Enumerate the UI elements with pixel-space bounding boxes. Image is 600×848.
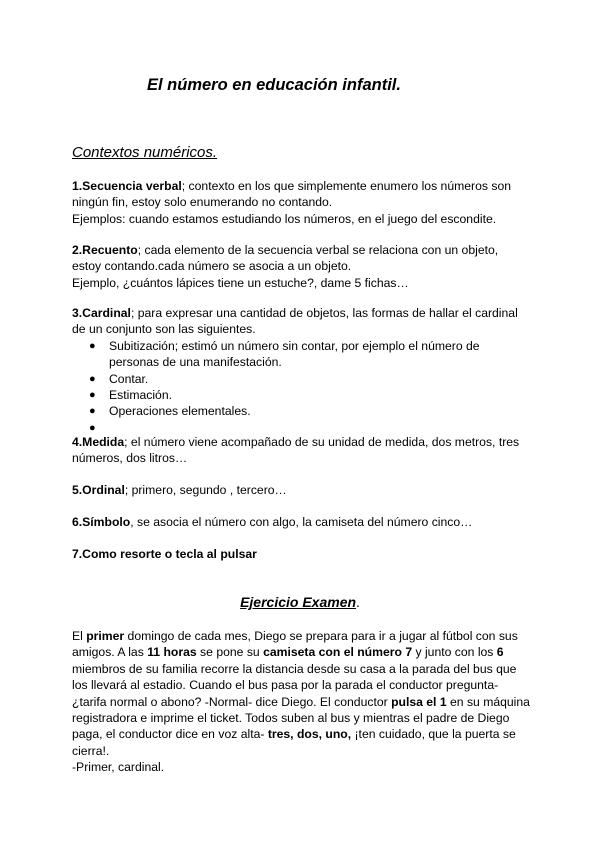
context-text: ; para expresar una cantidad de objetos, las formas de hallar el cardinal <box>130 306 518 320</box>
context-heading: 7.Como resorte o tecla al pulsar <box>72 547 257 561</box>
exercise-answer: -Primer, cardinal. <box>72 760 165 775</box>
text-span: Contar. <box>109 371 149 386</box>
context-example: Ejemplos: cuando estamos estudiando los números, en el juego del escondite. <box>72 211 497 226</box>
cardinal-bullet-list <box>72 338 532 436</box>
text-span: y junto con los <box>412 645 497 660</box>
bullet-icon: ● <box>89 405 96 418</box>
text-span: Ejercicio Examen <box>240 594 357 610</box>
context-text: ; cada elemento de la secuencia verbal se relaciona con un objeto, <box>137 243 499 257</box>
context-heading: 3.Cardinal <box>72 306 131 320</box>
context-text: ningún fin, estoy solo enumerando no contando. <box>72 195 333 210</box>
context-text: , se asocia el número con algo, la camiseta del número cinco… <box>130 515 473 529</box>
text-span: 11 horas <box>147 645 197 660</box>
text-span: pulsa el 1 <box>391 694 447 709</box>
text-span: cierra!. <box>72 743 110 758</box>
bullet-icon: ● <box>89 372 96 385</box>
bullet-icon: ● <box>89 389 96 402</box>
context-heading: 6.Símbolo <box>72 515 131 529</box>
text-span: registradora e imprime el ticket. Todos suben al bus y mientras el padre de Diego <box>72 711 510 726</box>
text-span: ¡ten cuidado, que la puerta se <box>351 727 516 742</box>
context-recuento <box>72 242 532 291</box>
text-span: camiseta con el número 7 <box>263 645 413 660</box>
exercise-paragraph <box>72 628 532 776</box>
text-span: Operaciones elementales. <box>109 404 251 419</box>
text-span: los llevará al estadio. Cuando el bus pasa por la parada el conductor pregunta- <box>72 678 499 693</box>
text-span: . <box>356 594 360 610</box>
document-title: El número en educación infantil. <box>147 76 401 94</box>
context-simbolo <box>72 514 532 530</box>
context-example: Ejemplo, ¿cuántos lápices tiene un estuche?, dame 5 fichas… <box>72 275 409 290</box>
context-text: números, dos litros… <box>72 451 188 466</box>
context-heading: 4.Medida <box>72 435 125 449</box>
list-item-continuation <box>72 354 532 370</box>
text-span: miembros de su familia recorre la distancia desde su casa a la parada del bus que <box>72 661 517 676</box>
list-item <box>72 338 532 354</box>
text-span: paga, el conductor dice en voz alta- <box>72 727 268 742</box>
text-span: personas de una manifestación. <box>109 355 282 370</box>
context-text: ; primero, segundo , tercero… <box>124 483 287 497</box>
text-span: amigos. A las <box>72 645 148 660</box>
context-heading: 5.Ordinal <box>72 483 125 497</box>
list-item <box>72 387 532 403</box>
context-cardinal <box>72 305 532 436</box>
context-text: estoy contando.cada número se asocia a un objeto. <box>72 259 352 274</box>
text-span: Subitización; estimó un número sin contar, por ejemplo el número de <box>109 338 480 353</box>
bullet-icon: ● <box>89 421 96 434</box>
text-span: se pone su <box>196 645 264 660</box>
context-text: ; contexto en los que simplemente enumero los números son <box>181 179 512 193</box>
text-span: 6 <box>496 645 504 660</box>
context-heading: 2.Recuento <box>72 243 138 257</box>
text-span: El <box>72 629 87 643</box>
exercise-title <box>0 594 600 610</box>
bullet-icon: ● <box>89 339 96 352</box>
context-secuencia-verbal <box>72 178 532 227</box>
text-span: domingo de cada mes, Diego se prepara para ir a jugar al fútbol con sus <box>124 629 518 643</box>
text-span: ¿tarifa normal o abono? -Normal- dice Diego. El conductor <box>72 694 392 709</box>
section-subtitle: Contextos numéricos. <box>72 144 218 161</box>
context-text: de un conjunto son las siguientes. <box>72 322 256 337</box>
context-ordinal <box>72 482 532 498</box>
context-heading: 1.Secuencia verbal <box>72 179 182 193</box>
context-medida <box>72 434 532 467</box>
text-span: tres, dos, uno, <box>267 727 352 742</box>
list-item <box>72 371 532 387</box>
list-item <box>72 403 532 419</box>
context-text: ; el número viene acompañado de su unidad de medida, dos metros, tres <box>124 435 520 449</box>
text-span: en su máquina <box>446 694 530 709</box>
context-resorte <box>72 546 532 562</box>
text-span: Estimación. <box>109 388 172 403</box>
text-span: primer <box>86 629 125 643</box>
